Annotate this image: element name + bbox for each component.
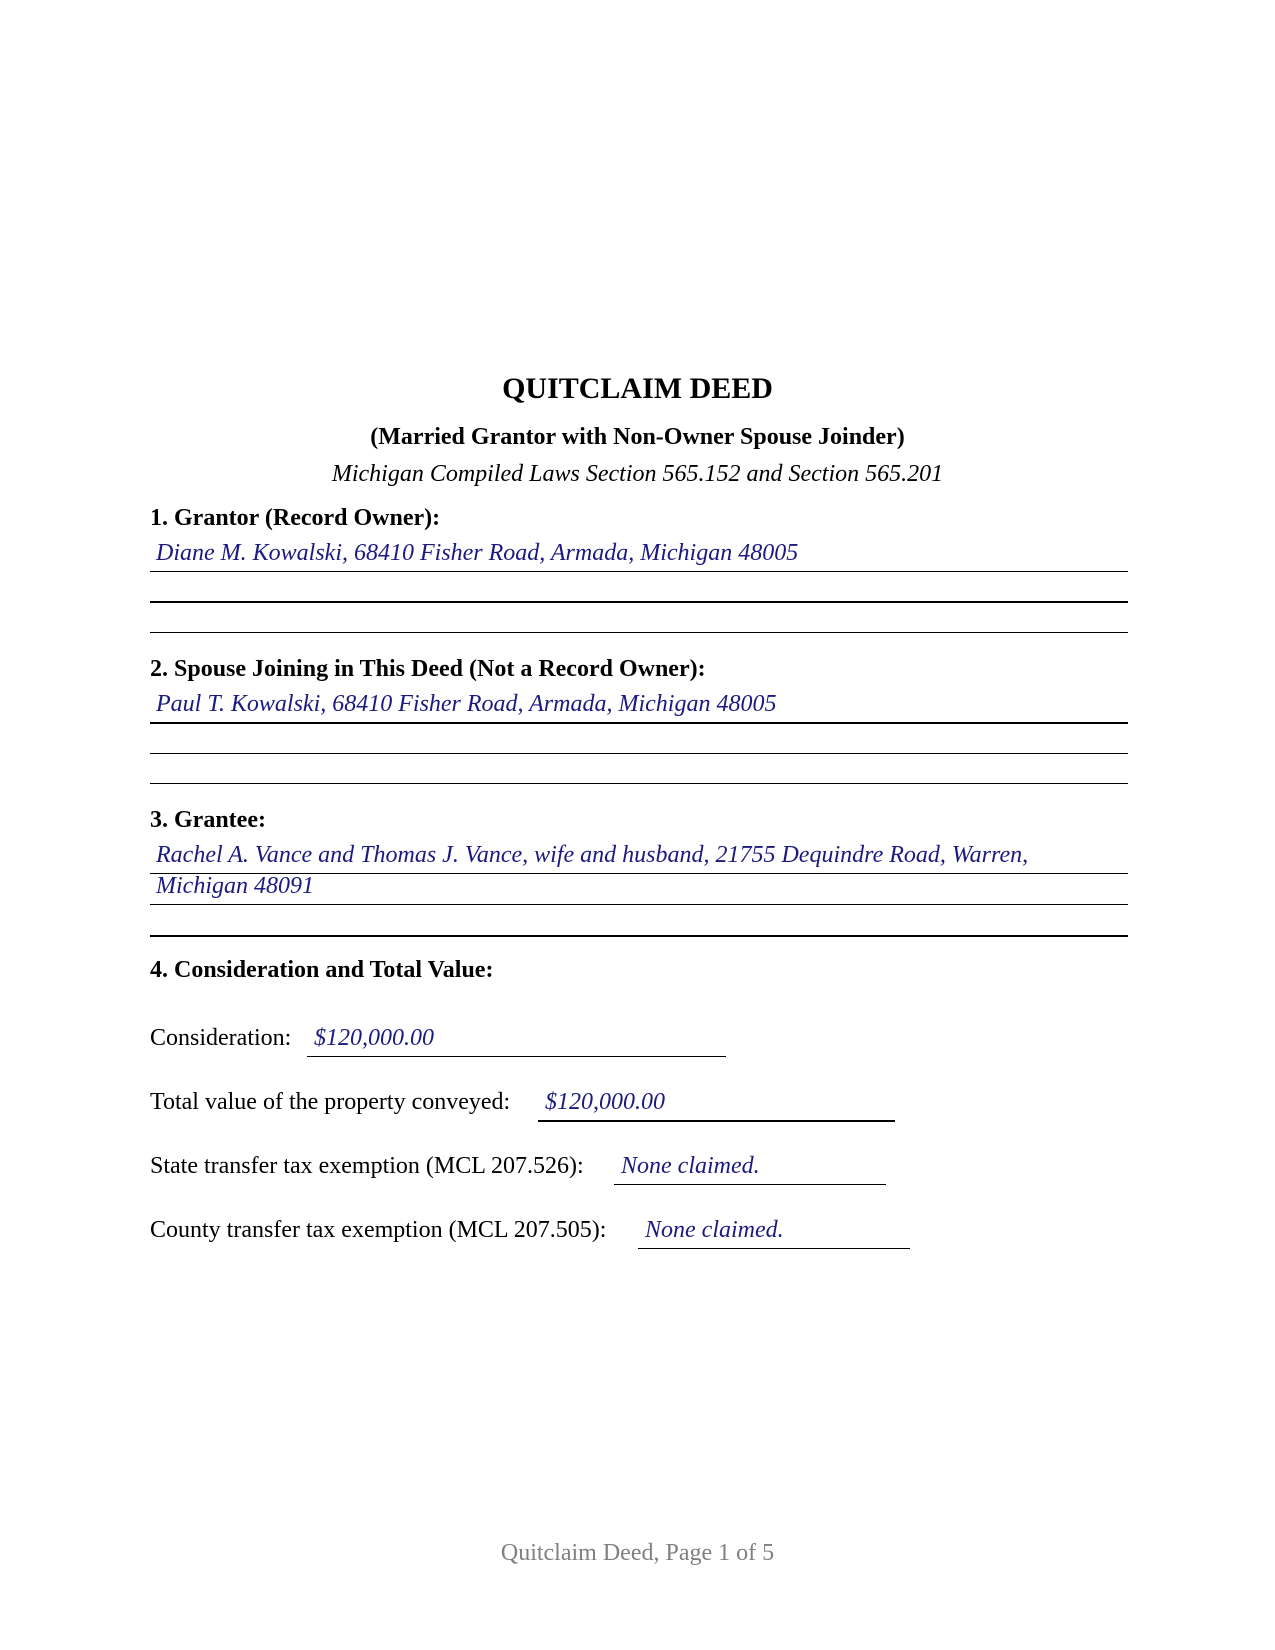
document-subtitle: (Married Grantor with Non-Owner Spouse Joinder) — [370, 424, 905, 450]
spouse-rule-3 — [150, 783, 1128, 784]
grantor-rule-3 — [150, 632, 1128, 633]
grantee-rule-2 — [150, 904, 1128, 905]
total-value: $120,000.00 — [545, 1089, 665, 1115]
grantor-line-1: Diane M. Kowalski, 68410 Fisher Road, Armada, Michigan 48005 — [156, 540, 799, 566]
total-value-line — [538, 1087, 895, 1122]
consideration-label: Consideration: — [150, 1025, 292, 1051]
state-exemption-value: None claimed. — [621, 1153, 760, 1179]
county-exemption-value: None claimed. — [645, 1217, 784, 1243]
grantee-heading: 3. Grantee: — [150, 807, 266, 833]
consideration-heading: 4. Consideration and Total Value: — [150, 957, 494, 983]
grantor-heading: 1. Grantor (Record Owner): — [150, 505, 441, 531]
county-exemption-label: County transfer tax exemption (MCL 207.505): — [150, 1217, 607, 1243]
document-title: QUITCLAIM DEED — [502, 372, 773, 405]
grantee-line-2: Michigan 48091 — [156, 873, 314, 899]
state-exemption-label: State transfer tax exemption (MCL 207.526): — [150, 1153, 584, 1179]
grantee-rule-3 — [150, 935, 1128, 937]
statute-citation: Michigan Compiled Laws Section 565.152 and Section 565.201 — [331, 461, 944, 487]
consideration-value: $120,000.00 — [314, 1025, 434, 1051]
grantee-line-1: Rachel A. Vance and Thomas J. Vance, wife and husband, 21755 Dequindre Road, Warren, — [156, 842, 1029, 868]
spouse-rule-1 — [150, 722, 1128, 724]
spouse-rule-2 — [150, 753, 1128, 754]
grantor-rule-2 — [150, 601, 1128, 603]
county-exemption-line — [638, 1215, 910, 1249]
spouse-heading: 2. Spouse Joining in This Deed (Not a Record Owner): — [150, 656, 706, 682]
spouse-line-1: Paul T. Kowalski, 68410 Fisher Road, Armada, Michigan 48005 — [156, 691, 777, 717]
page-footer: Quitclaim Deed, Page 1 of 5 — [500, 1540, 775, 1566]
grantor-rule-1 — [150, 571, 1128, 572]
consideration-value-line — [307, 1023, 726, 1057]
state-exemption-line — [614, 1151, 886, 1185]
total-value-label: Total value of the property conveyed: — [150, 1089, 511, 1115]
